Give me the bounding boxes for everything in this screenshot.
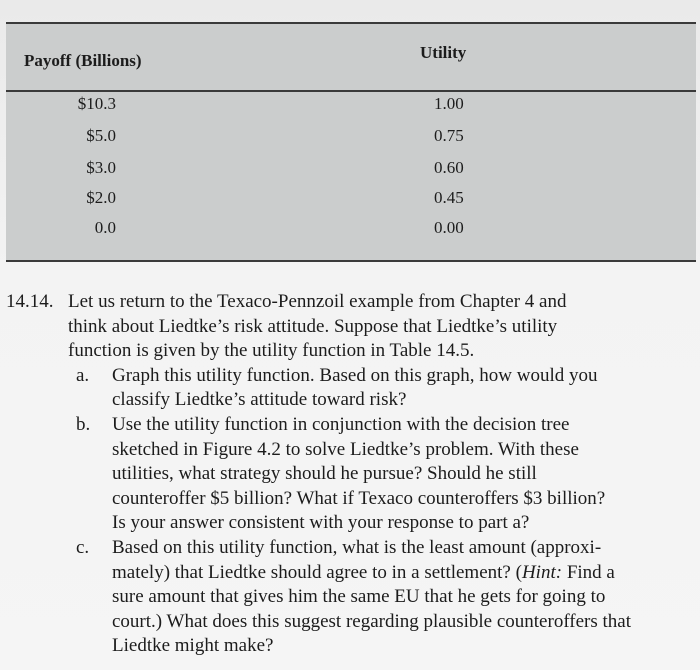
part-b-line: counteroffer $5 billion? What if Texaco counteroffers $3 billion? [112,487,606,509]
part-c-letter: c. [76,537,90,558]
part-c-line: sure amount that gives him the same EU that he gets for going to [112,586,606,608]
part-c-text: mately) that Liedtke should agree to in a settlement? ( [112,561,522,583]
part-c-line: Liedtke might make? [112,635,274,657]
utility-cell: 0.00 [434,218,464,237]
utility-table [6,22,696,262]
part-a-line: Graph this utility function. Based on this graph, how would you [112,364,598,386]
payoff-cell: 0.0 [94,218,116,237]
part-b-line: Use the utility function in conjunction with the decision tree [112,414,570,435]
intro-line: function is given by the utility function in Table 14.5. [68,340,475,362]
table-row [6,126,696,156]
utility-cell: 1.00 [434,94,464,113]
header-utility: Utility [420,43,467,62]
payoff-cell: $10.3 [77,94,116,113]
header-payoff: Payoff (Billions) [24,51,142,70]
problem-number: 14.14. [6,291,54,312]
part-c-line [112,561,615,586]
utility-cell: 0.60 [434,158,464,177]
table-row [6,218,696,248]
intro-line: Let us return to the Texaco-Pennzoil example from Chapter 4 and [68,291,567,312]
table-header [6,24,696,92]
part-b-line: Is your answer consistent with your response to part a? [112,512,530,534]
table-row [6,158,696,188]
part-b-letter: b. [76,414,91,435]
part-a-letter: a. [76,364,90,386]
utility-cell: 0.45 [434,188,464,207]
utility-cell: 0.75 [434,126,464,145]
part-b-line: sketched in Figure 4.2 to solve Liedtke’s problem. With these [112,438,579,460]
payoff-cell: $5.0 [86,126,116,145]
intro-line: think about Liedtke’s risk attitude. Suppose that Liedtke’s utility [68,315,558,337]
part-b-line: utilities, what strategy should he pursue? Should he still [112,463,537,485]
table-row [6,94,696,124]
part-c-line: court.) What does this suggest regarding plausible counteroffers that [112,610,632,632]
part-c-text: Find a [562,561,615,583]
hint-label: Hint: [521,561,563,583]
payoff-cell: $3.0 [86,158,116,177]
payoff-cell: $2.0 [86,188,116,207]
part-a-line: classify Liedtke’s attitude toward risk? [112,389,407,411]
table-row [6,188,696,218]
part-c-line: Based on this utility function, what is the least amount (approxi- [112,537,602,558]
